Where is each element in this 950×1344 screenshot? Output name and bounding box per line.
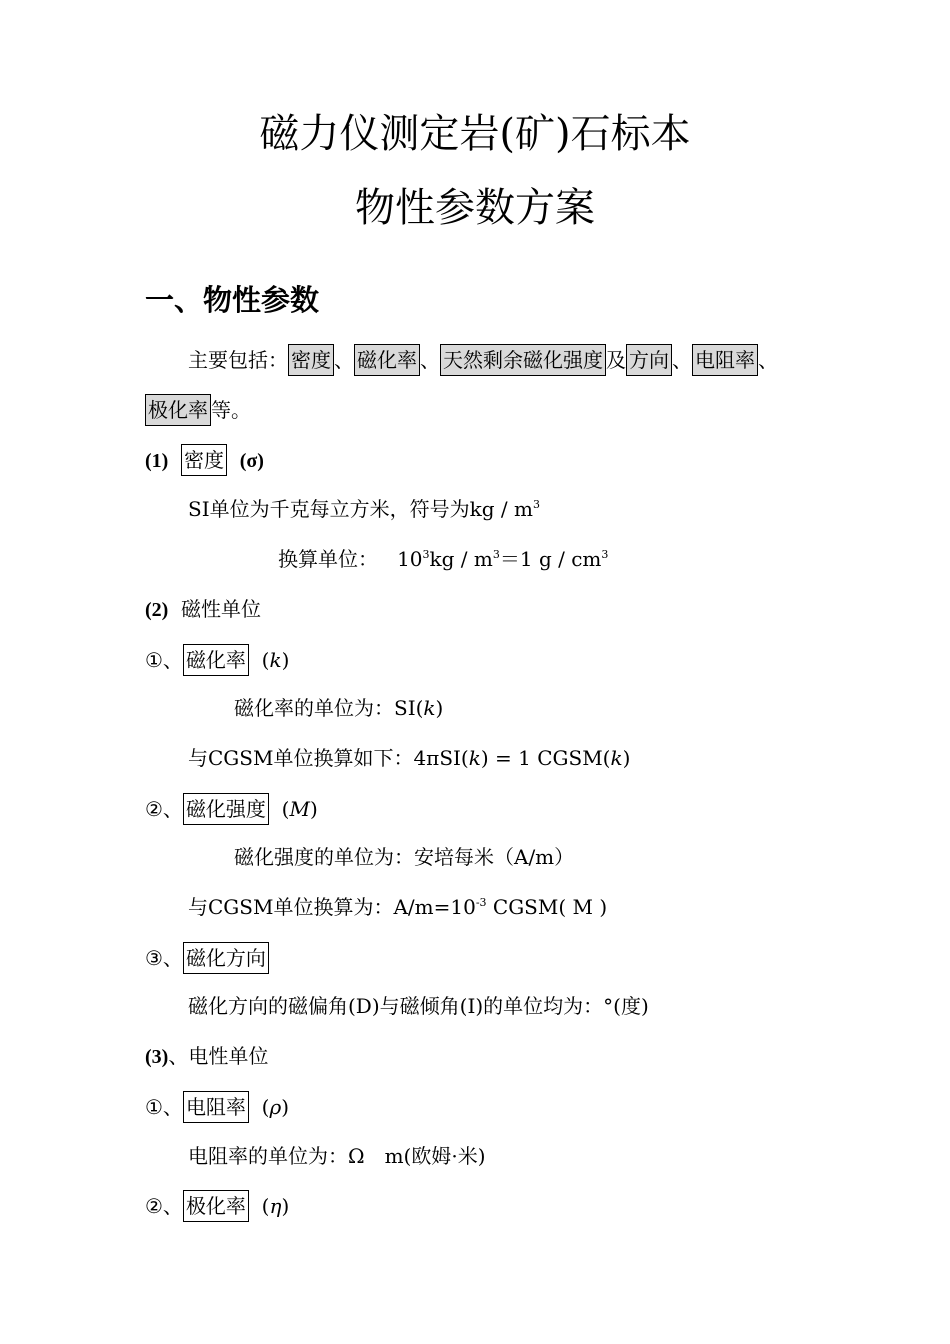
paren-open: ( (281, 797, 290, 821)
density-conv-b: kg / m (429, 547, 493, 571)
term-density: 密度 (288, 344, 334, 376)
intensity-conversion-line (188, 892, 607, 922)
susc-conversion-line (188, 743, 630, 773)
intensity-conv-pre: 与CGSM单位换算为：A/m=10 (188, 895, 476, 919)
term-resistivity: 电阻率 (692, 344, 758, 376)
density-conv-a: 10 (397, 547, 423, 571)
density-symbol: (σ) (239, 450, 264, 472)
intensity-heading (145, 793, 318, 825)
susc-unit-sym: k (423, 696, 436, 720)
resistivity-heading (145, 1091, 289, 1123)
resistivity-term: 电阻率 (183, 1091, 249, 1123)
density-si-line (188, 494, 540, 524)
susceptibility-heading (145, 644, 289, 676)
conjunction: 及 (606, 348, 626, 372)
intensity-conv-exp: -3 (475, 896, 487, 909)
density-conv-label: 换算单位： (278, 547, 378, 571)
density-conversion-line (278, 544, 608, 574)
paren-close: ) (281, 1194, 290, 1218)
susc-index: ①、 (145, 648, 183, 672)
term-susceptibility: 磁化率 (354, 344, 420, 376)
density-conv-c-exp: 3 (601, 548, 609, 561)
intensity-term: 磁化强度 (183, 793, 269, 825)
paren-close: ) (309, 797, 318, 821)
paren-open: ( (261, 648, 270, 672)
density-term: 密度 (181, 444, 227, 476)
susc-conv-sym2: k (610, 746, 623, 770)
polarizability-heading (145, 1190, 289, 1222)
doc-title-line2: 物性参数方案 (355, 185, 595, 231)
intro-prefix: 主要包括： (188, 348, 288, 372)
electric-heading-text: 、电性单位 (168, 1044, 269, 1068)
intensity-index: ②、 (145, 797, 183, 821)
term-polarizability: 极化率 (145, 394, 211, 426)
susc-symbol: k (269, 648, 282, 672)
separator: 、 (758, 348, 778, 372)
susc-term: 磁化率 (183, 644, 249, 676)
susc-conv-mid: ) = 1 CGSM( (480, 746, 611, 770)
density-si-exp: 3 (532, 498, 540, 511)
magnetic-num: (2) (145, 599, 169, 621)
density-heading (145, 444, 264, 476)
electric-heading (145, 1041, 268, 1072)
paren-open: ( (261, 1095, 270, 1119)
direction-term: 磁化方向 (183, 942, 269, 974)
density-si-text: SI单位为千克每立方米，符号为kg / m (188, 497, 533, 521)
polarizability-index: ②、 (145, 1194, 183, 1218)
polarizability-term: 极化率 (183, 1190, 249, 1222)
term-direction: 方向 (626, 344, 672, 376)
paren-close: ) (281, 648, 290, 672)
intro-line-2 (145, 394, 251, 426)
resistivity-unit-line: 电阻率的单位为：Ω m(欧姆·米) (188, 1144, 486, 1168)
paren-open: ( (261, 1194, 270, 1218)
resistivity-symbol: ρ (269, 1095, 282, 1119)
susc-unit-line (234, 693, 443, 723)
direction-heading (145, 942, 269, 974)
intensity-unit-line: 磁化强度的单位为：安培每米（A/m） (234, 845, 575, 869)
separator: 、 (672, 348, 692, 372)
polarizability-symbol: η (269, 1194, 282, 1218)
term-remanence: 天然剩余磁化强度 (440, 344, 606, 376)
density-conv-a-exp: 3 (422, 548, 430, 561)
separator: 、 (420, 348, 440, 372)
intensity-conv-post: CGSM( M ) (486, 895, 608, 919)
susc-unit-post: ) (435, 696, 444, 720)
magnetic-heading (145, 594, 261, 625)
magnetic-heading-text: 磁性单位 (181, 597, 262, 621)
intro-suffix: 等。 (211, 398, 251, 422)
density-conv-c: ＝1 g / cm (499, 547, 602, 571)
susc-conv-sym1: k (468, 746, 481, 770)
direction-index: ③、 (145, 946, 183, 970)
separator: 、 (334, 348, 354, 372)
direction-unit-line: 磁化方向的磁偏角(D)与磁倾角(I)的单位均为：°(度) (188, 994, 649, 1018)
resistivity-index: ①、 (145, 1095, 183, 1119)
intro-line-1 (188, 344, 778, 376)
paren-close: ) (281, 1095, 290, 1119)
electric-num: (3) (145, 1046, 169, 1068)
doc-title-line1: 磁力仪测定岩(矿)石标本 (259, 111, 691, 157)
susc-unit-pre: 磁化率的单位为：SI( (234, 696, 424, 720)
susc-conv-post: ) (622, 746, 631, 770)
intensity-symbol: M (289, 797, 310, 821)
section-heading: 一、物性参数 (145, 283, 320, 317)
density-num: (1) (145, 450, 169, 472)
density-conv-b-exp: 3 (492, 548, 500, 561)
susc-conv-pre: 与CGSM单位换算如下：4πSI( (188, 746, 469, 770)
